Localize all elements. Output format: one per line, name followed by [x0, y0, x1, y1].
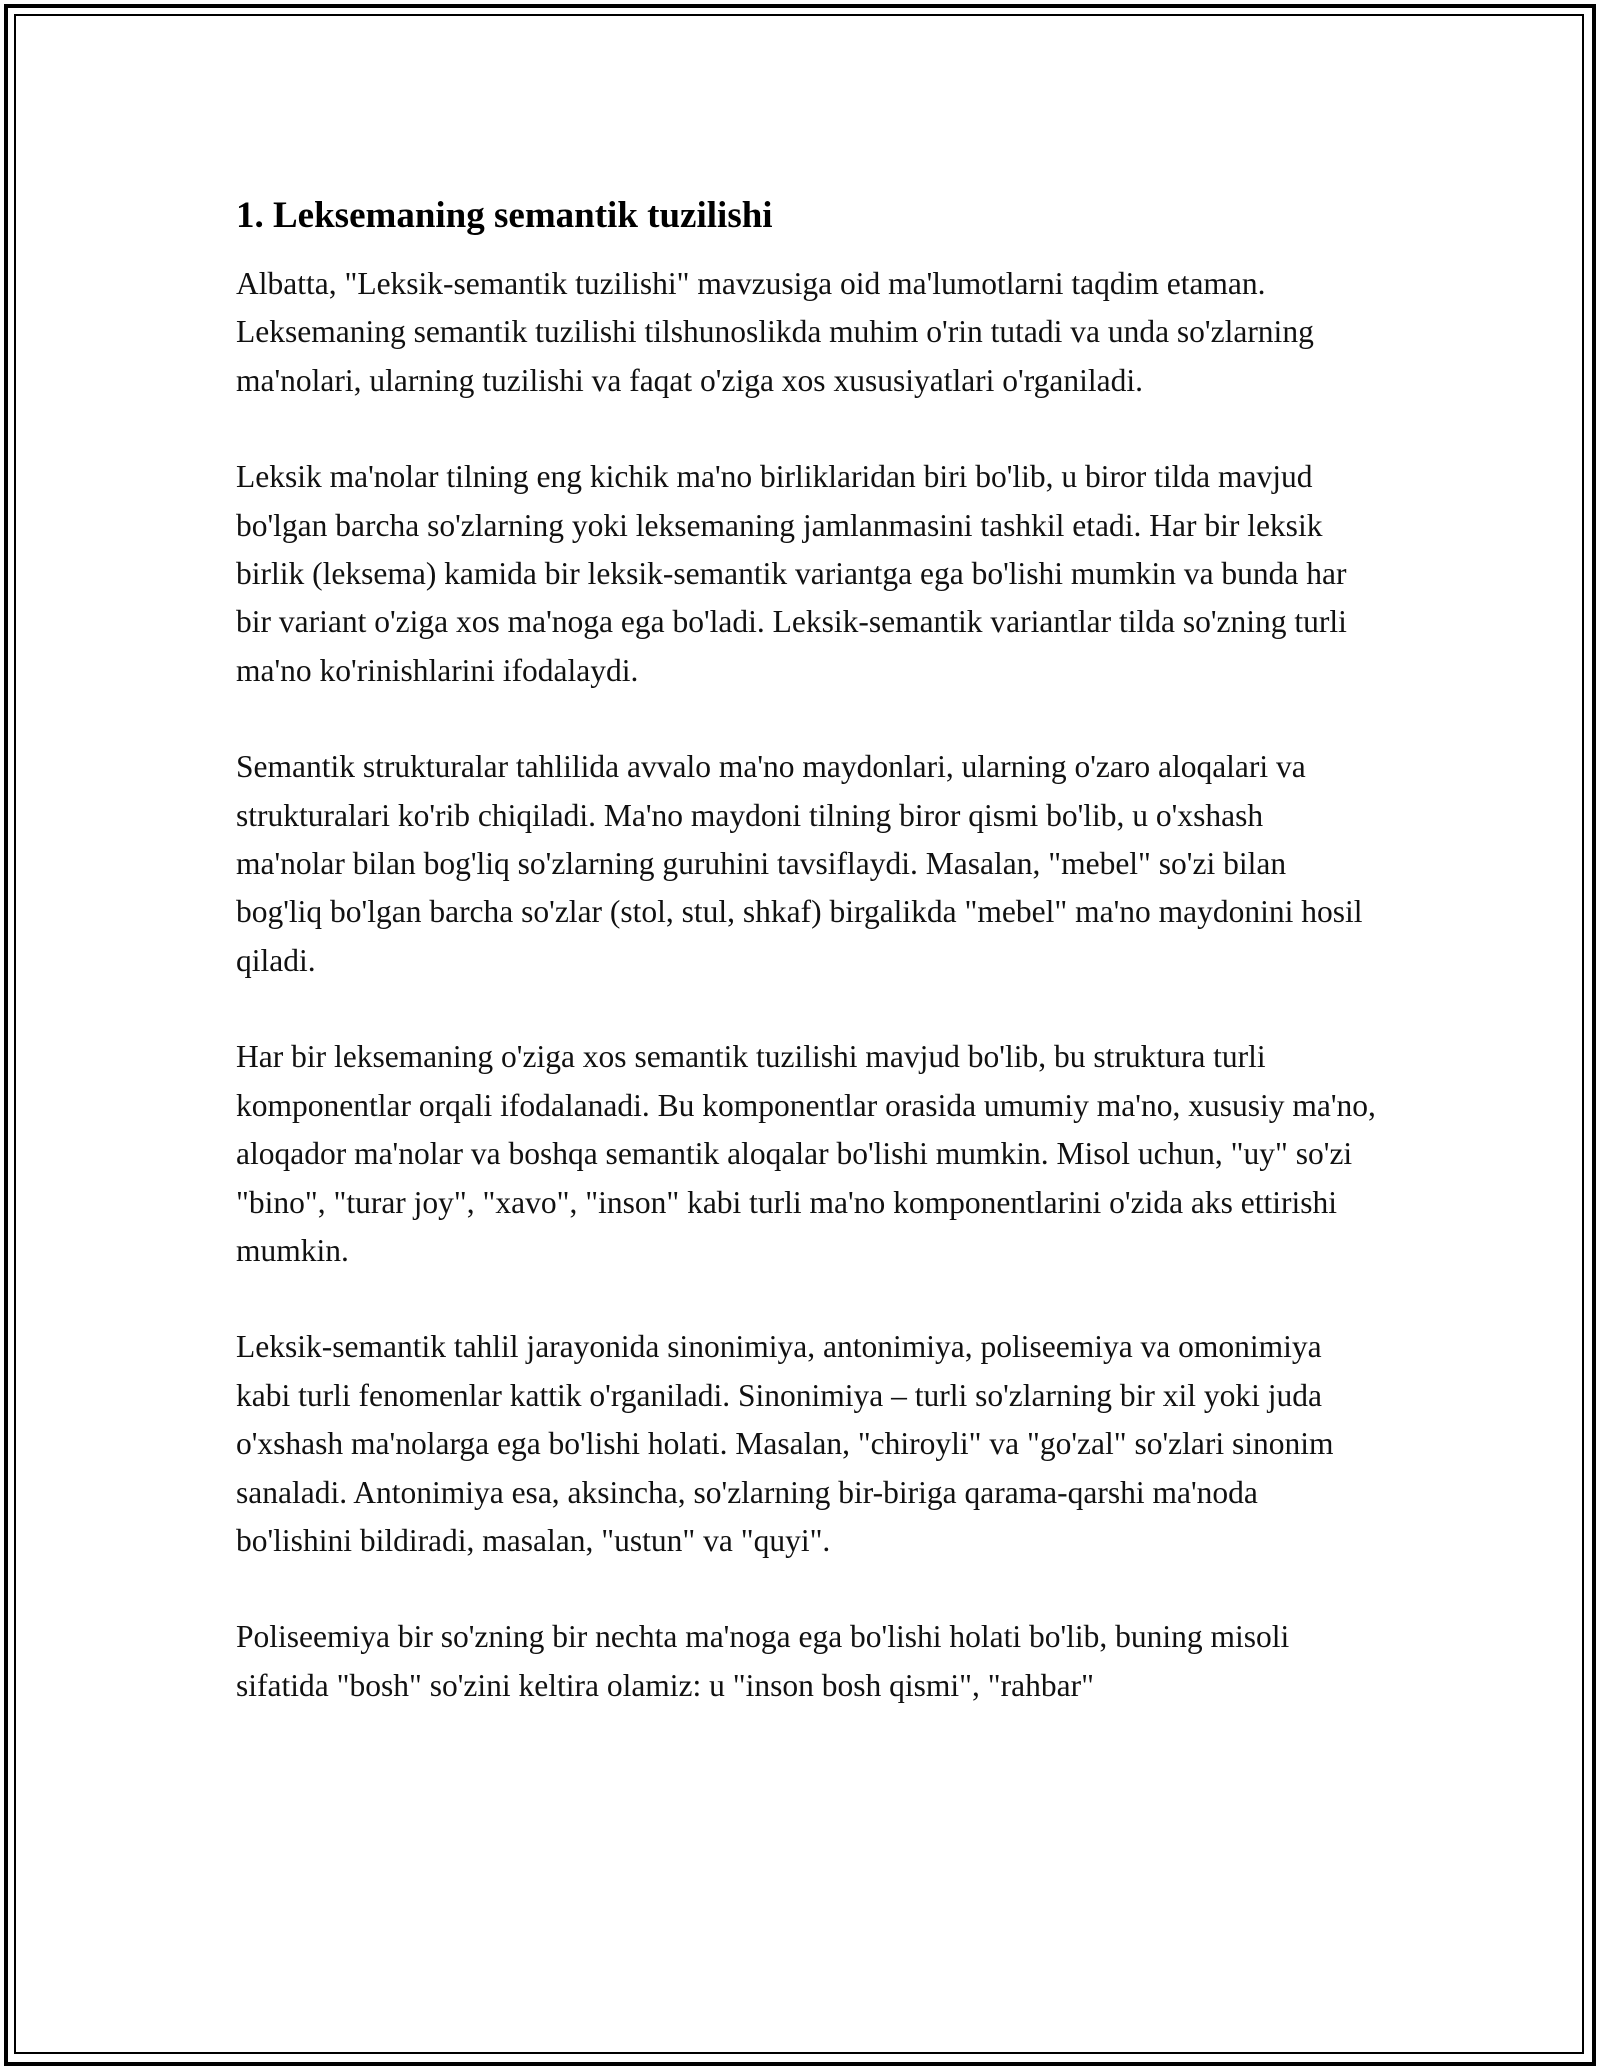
- paragraph-list: [236, 260, 1376, 1710]
- paragraph-1: Albatta, "Leksik-semantik tuzilishi" mavzusiga oid ma'lumotlarni taqdim etaman. Leksemaning semantik tuzilishi tilshunoslikda muhim o'rin tutadi va unda so'zlarning ma'nolari, ularning tuzilishi va faqat o'ziga xos xususiyatlari o'rganiladi.: [236, 266, 1314, 398]
- paragraph-4: Har bir leksemaning o'ziga xos semantik tuzilishi mavjud bo'lib, bu struktura turli komponentlar orqali ifodalanadi. Bu komponentlar orasida umumiy ma'no, xususiy ma'no, aloqador ma'nolar va boshqa semantik aloqalar bo'lishi mumkin. Misol uchun, "uy" so'zi "bino", "turar joy", "xavo", "inson" kabi turli ma'no komponentlarini o'zida aks ettirishi mumkin.: [236, 1039, 1376, 1268]
- section-heading: 1. Leksemaning semantik tuzilishi: [236, 195, 773, 236]
- paragraph-5: Leksik-semantik tahlil jarayonida sinonimiya, antonimiya, poliseemiya va omonimiya kabi turli fenomenlar kattik o'rganiladi. Sinonimiya – turli so'zlarning bir xil yoki juda o'xshash ma'nolarga ega bo'lishi holati. Masalan, "chiroyli" va "go'zal" so'zlari sinonim sanaladi. Antonimiya esa, aksincha, so'zlarning bir-biriga qarama-qarshi ma'noda bo'lishini bildiradi, masalan, "ustun" va "quyi".: [236, 1329, 1334, 1558]
- paragraph-6: Poliseemiya bir so'zning bir nechta ma'noga ega bo'lishi holati bo'lib, buning misoli sifatida "bosh" so'zini keltira olamiz: u "inson bosh qismi", "rahbar": [236, 1619, 1290, 1703]
- document-body: [236, 190, 1376, 1758]
- paragraph-2: Leksik ma'nolar tilning eng kichik ma'no birliklaridan biri bo'lib, u biror tilda mavjud bo'lgan barcha so'zlarning yoki leksemaning jamlanmasini tashkil etadi. Har bir leksik birlik (leksema) kamida bir leksik-semantik variantga ega bo'lishi mumkin va bunda har bir variant o'ziga xos ma'noga ega bo'ladi. Leksik-semantik variantlar tilda so'zning turli ma'no ko'rinishlarini ifodalaydi.: [236, 459, 1347, 688]
- paragraph-3: Semantik strukturalar tahlilida avvalo ma'no maydonlari, ularning o'zaro aloqalari va strukturalari ko'rib chiqiladi. Ma'no maydoni tilning biror qismi bo'lib, u o'xshash ma'nolar bilan bog'liq so'zlarning guruhini tavsiflaydi. Masalan, "mebel" so'zi bilan bog'liq bo'lgan barcha so'zlar (stol, stul, shkaf) birgalikda "mebel" ma'no maydonini hosil qiladi.: [236, 749, 1363, 978]
